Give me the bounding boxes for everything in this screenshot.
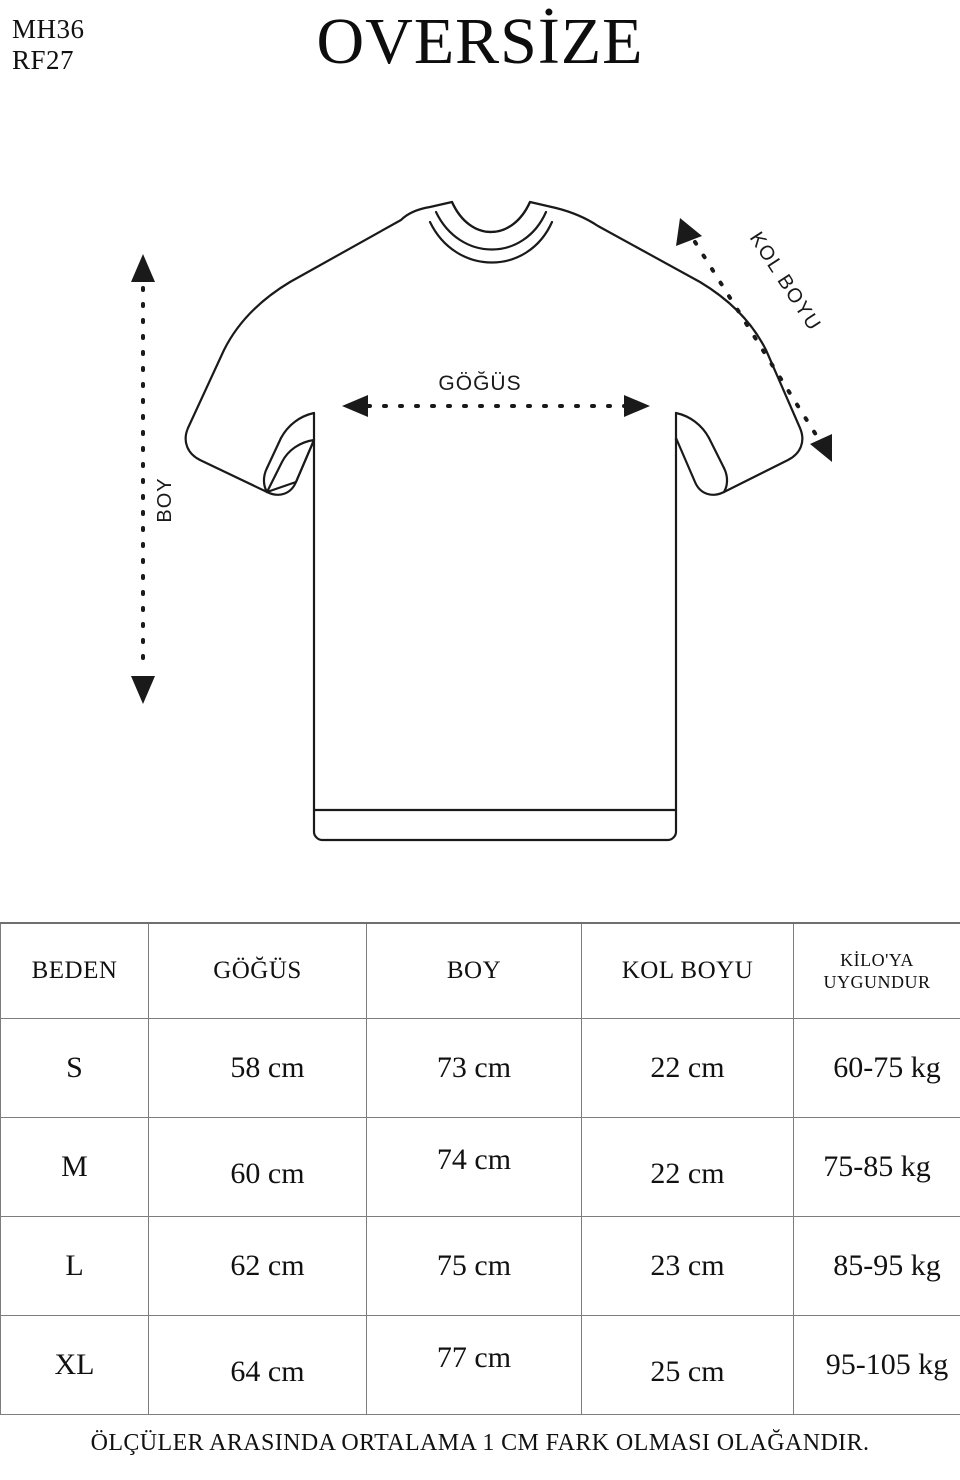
table-row <box>1 1019 960 1118</box>
cell-kilo: 60-75 kg <box>794 1019 960 1118</box>
product-code-line-1: MH36 <box>12 14 85 44</box>
size-table <box>0 922 960 1415</box>
cell-boy: 73 cm <box>367 1019 582 1118</box>
product-code-line-2: RF27 <box>12 45 75 76</box>
chest-label: GÖĞÜS <box>438 372 522 395</box>
table-row <box>1 1316 960 1415</box>
chest-measure-arrow <box>342 395 650 417</box>
cell-beden: S <box>1 1019 149 1118</box>
cell-kilo: 95-105 kg <box>794 1316 960 1415</box>
page-title: OVERSİZE <box>316 5 644 78</box>
size-table-wrapper <box>0 922 960 1415</box>
cell-kilo: 75-85 kg <box>794 1118 960 1217</box>
tshirt-measurement-diagram <box>0 150 960 910</box>
cell-boy: 77 cm <box>367 1316 582 1415</box>
sleeve-label: KOL BOYU <box>744 228 826 336</box>
header-beden: BEDEN <box>1 923 149 1019</box>
cell-kol-boyu: 23 cm <box>582 1217 794 1316</box>
table-header-row <box>1 923 960 1019</box>
cell-gogus: 62 cm <box>149 1217 367 1316</box>
cell-beden: L <box>1 1217 149 1316</box>
cell-kilo: 85-95 kg <box>794 1217 960 1316</box>
cell-gogus: 60 cm <box>149 1118 367 1217</box>
measurement-note: ÖLÇÜLER ARASINDA ORTALAMA 1 CM FARK OLMASI OLAĞANDIR. <box>90 1430 870 1456</box>
cell-gogus: 64 cm <box>149 1316 367 1415</box>
cell-beden: M <box>1 1118 149 1217</box>
cell-boy: 75 cm <box>367 1217 582 1316</box>
header-kol-boyu: KOL BOYU <box>582 923 794 1019</box>
table-row <box>1 1217 960 1316</box>
header-kilo-line-2: UYGUNDUR <box>823 972 931 992</box>
header-gogus: GÖĞÜS <box>149 923 367 1019</box>
cell-kol-boyu: 22 cm <box>582 1019 794 1118</box>
cell-boy: 74 cm <box>367 1118 582 1217</box>
length-label: BOY <box>154 477 176 523</box>
length-measure-arrow <box>131 254 155 704</box>
cell-kol-boyu: 25 cm <box>582 1316 794 1415</box>
cell-gogus: 58 cm <box>149 1019 367 1118</box>
table-row <box>1 1118 960 1217</box>
cell-beden: XL <box>1 1316 149 1415</box>
header-kilo-line-1: KİLO'YA <box>840 949 914 970</box>
cell-kol-boyu: 22 cm <box>582 1118 794 1217</box>
header-kilo <box>794 923 960 1019</box>
header-boy: BOY <box>367 923 582 1019</box>
tshirt-svg <box>0 150 960 910</box>
